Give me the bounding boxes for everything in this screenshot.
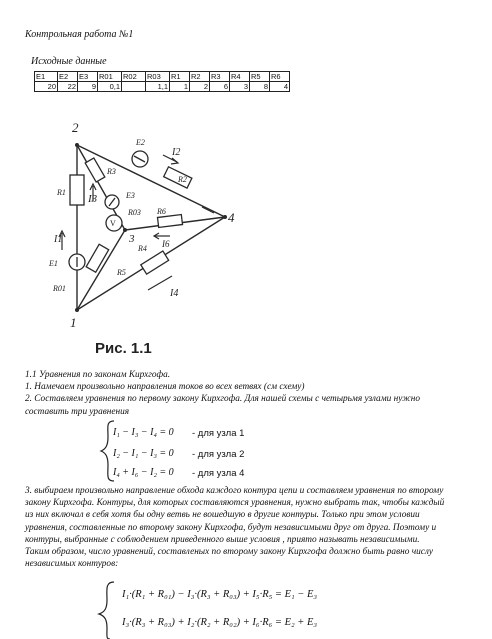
label-r3: R3 (107, 167, 116, 176)
label-r1: R1 (57, 188, 66, 197)
source-data-heading: Исходные данные (31, 56, 107, 67)
kcl-equation-1: I₁ − I₃ − I₄ = 0 (113, 427, 174, 438)
table-value-cell: 4 (270, 82, 290, 92)
label-i6: I6 (162, 239, 170, 249)
label-i3: I3 (88, 193, 98, 205)
table-value-cell: 1,1 (146, 82, 170, 92)
node-label-4: 4 (228, 210, 235, 225)
table-value-cell: 0,1 (98, 82, 122, 92)
table-value-cell: 9 (78, 82, 98, 92)
node-dot (223, 215, 227, 219)
table-value-cell: 8 (250, 82, 270, 92)
text-line: из них включал в себя хотя бы одну ветвь не вошедшую в другие контуры. Только при этом условии (25, 510, 420, 521)
table-header-row (35, 72, 290, 82)
table-value-cell: 1 (170, 82, 190, 92)
table-value-cell: 20 (35, 82, 58, 92)
table-value-cell: 2 (190, 82, 210, 92)
resistor-r6 (157, 215, 182, 228)
label-r2: R2 (178, 175, 187, 184)
table-value-cell: 22 (58, 82, 78, 92)
kcl-label-2: - для узла 2 (192, 449, 245, 460)
node-dot (75, 143, 79, 147)
kcl-label-1: - для узла 1 (192, 428, 245, 439)
resistor-r5 (86, 244, 109, 272)
label-e2: E2 (136, 138, 145, 147)
table-value-cell: 3 (230, 82, 250, 92)
source-data-table (34, 71, 290, 92)
table-header-cell: R4 (230, 72, 250, 82)
table-header-cell: E3 (78, 72, 98, 82)
figure-caption: Рис. 1.1 (95, 340, 152, 357)
table-header-cell: R2 (190, 72, 210, 82)
label-i4: I4 (170, 288, 179, 299)
current-arrow-i4 (148, 276, 172, 290)
resistor-r3 (85, 158, 105, 182)
text-line: 3. выбираем произвольно направление обхода каждого контура цепи и составляем уравнения по второму (25, 486, 444, 496)
kcl-label-3: - для узла 4 (192, 468, 245, 479)
voltmeter-label: V (110, 219, 116, 228)
text-line: Таким образом, число уравнений, составленых по второму закону Кирхгофа должно быть равно числу (25, 547, 433, 558)
text-line: 2. Составляем уравнения по первому закону Кирхгофа. Для нашей схемы с четырьмя узлами нужно (25, 394, 421, 405)
table-value-cell (122, 82, 146, 92)
table-header-cell: R1 (170, 72, 190, 82)
node-label-1: 1 (70, 315, 77, 330)
node-label-2: 2 (72, 120, 79, 135)
node-dot (75, 308, 79, 312)
node-dot (123, 228, 127, 232)
node-label-3: 3 (129, 233, 135, 245)
label-i1: I1 (54, 234, 63, 245)
table-header-cell: R01 (98, 72, 122, 82)
label-r01: R01 (53, 284, 66, 293)
table-value-row (35, 82, 290, 92)
document-title: Контрольная работа №1 (25, 29, 134, 40)
table-header-cell: R5 (250, 72, 270, 82)
label-i2: I2 (172, 147, 181, 158)
text-line: 1. Намечаем произвольно направления токов во всех ветвях (см схему) (25, 382, 305, 393)
table-header-cell: E2 (58, 72, 78, 82)
text-line: независимых контуров: (25, 559, 119, 570)
text-line: уравнения, составленные по второму закону Кирхгофа, будут независимыми друг от друга. Поэтому и (25, 522, 437, 533)
table-header-cell: R3 (210, 72, 230, 82)
label-r5: R5 (117, 268, 126, 277)
kvl-equation-1: I₁·(R₁ + R₀₁) − I₃·(R₃ + R₀₃) + I₅·R₅ = E₁ − E₃ (122, 589, 318, 600)
label-r6: R6 (157, 207, 166, 216)
label-r03: R03 (128, 208, 141, 217)
kvl-equation-2: I₃·(R₃ + R₀₃) + I₂·(R₂ + R₀₂) + I₆·R₆ = E₂ + E₃ (122, 617, 318, 628)
kcl-equation-2: I₂ − I₁ − I₃ = 0 (113, 448, 174, 459)
label-e3: E3 (126, 191, 135, 200)
circuit-diagram (30, 105, 250, 360)
resistor-r4 (141, 251, 169, 274)
table-header-cell: R03 (146, 72, 170, 82)
section-3-text (25, 485, 485, 570)
label-r4: R4 (138, 244, 147, 253)
text-line: составить три уравнения (25, 406, 130, 417)
resistor-r1 (70, 175, 84, 205)
label-e1: E1 (49, 259, 58, 268)
table-header-cell: E1 (35, 72, 58, 82)
text-line: 1.1 Уравнения по законам Кирхгофа. (25, 370, 171, 380)
section-1-text (25, 369, 480, 418)
table-header-cell: R02 (122, 72, 146, 82)
text-line: контуры, выбранные с соблюдением приведенного выше условия , приято называть независимыми. (25, 534, 420, 545)
brace-icon (96, 580, 118, 639)
table-value-cell: 6 (210, 82, 230, 92)
text-line: закону Кирхгофа. Контуры, для которых составляются уравнения, нужно выбрать так, чтобы каждый (25, 498, 445, 509)
table-header-cell: R6 (270, 72, 290, 82)
kcl-equation-3: I₄ + I₆ − I₂ = 0 (113, 467, 174, 478)
